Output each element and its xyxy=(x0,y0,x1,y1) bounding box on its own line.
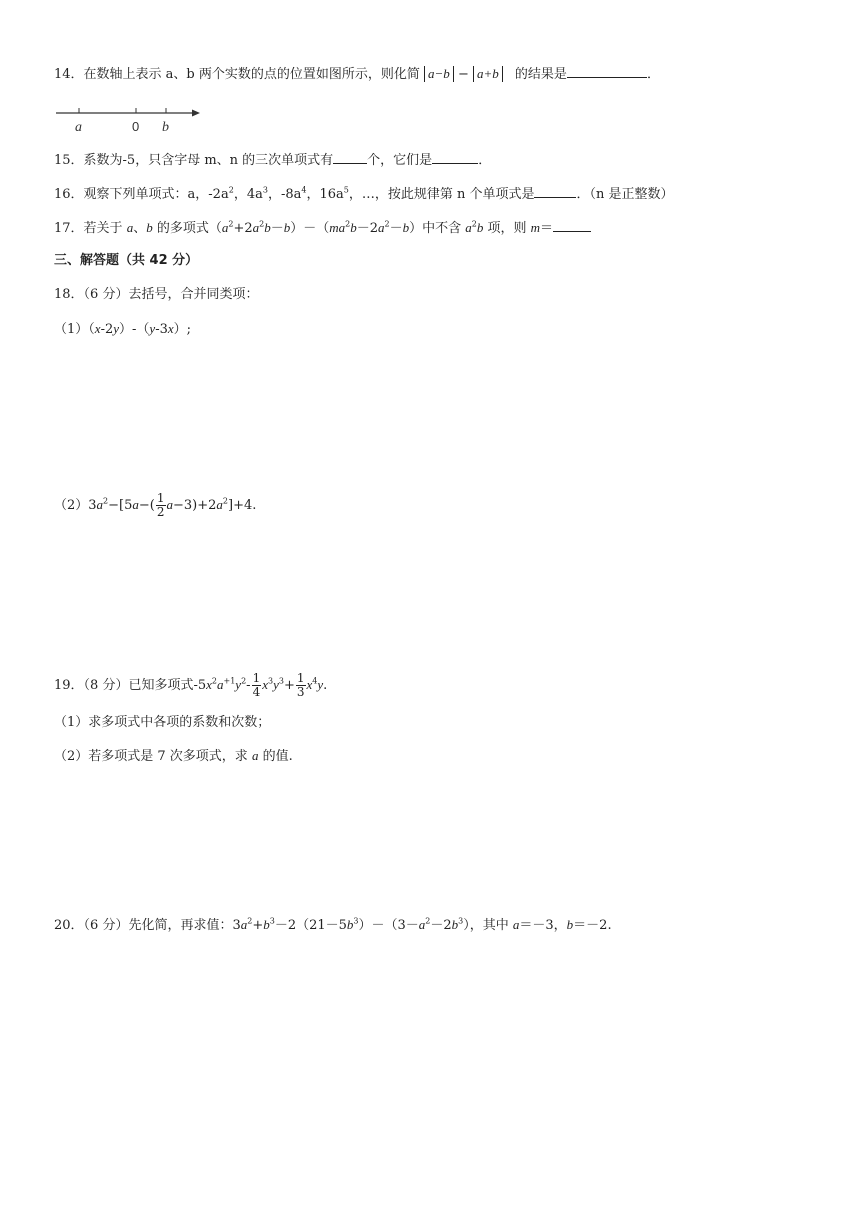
var: a xyxy=(251,748,259,763)
exponent: 2 xyxy=(259,219,265,229)
var: a xyxy=(465,220,472,235)
q20-text: ＝－2. xyxy=(573,918,612,933)
q17-text: 的多项式（ xyxy=(152,221,222,236)
var: b xyxy=(476,220,484,235)
var: y xyxy=(317,677,324,692)
numerator: 1 xyxy=(252,671,261,685)
q15-text: 15．系数为-5，只含字母 m、n 的三次单项式有 xyxy=(54,153,334,168)
numerator: 1 xyxy=(156,491,165,505)
var: a xyxy=(378,220,385,235)
question-19-part-1: （1）求多项式中各项的系数和次数； xyxy=(54,715,271,730)
q20-text: + xyxy=(252,918,264,933)
question-19-part-2 xyxy=(54,747,293,766)
var: a xyxy=(216,497,223,512)
abs-a-plus-b: a+b xyxy=(473,66,503,82)
q14-prefix: 14．在数轴上表示 a、b 两个实数的点的位置如图所示，则化简 xyxy=(54,67,420,82)
exponent: 2 xyxy=(222,496,228,506)
var: y xyxy=(235,677,242,692)
q18-text: -3 xyxy=(155,322,168,337)
q18-text: （2）3 xyxy=(54,498,97,513)
question-15 xyxy=(54,150,491,170)
numerator: 1 xyxy=(296,671,305,685)
var: a xyxy=(216,677,224,692)
var: ma xyxy=(329,220,346,235)
var: a xyxy=(418,917,426,932)
question-17 xyxy=(54,218,591,238)
q17-text: ＝ xyxy=(540,221,554,236)
q19-text: （2）若多项式是 7 次多项式，求 xyxy=(54,749,252,764)
q18-text: ）; xyxy=(173,322,192,337)
denominator: 3 xyxy=(296,685,305,699)
answer-blank-17[interactable] xyxy=(553,218,591,232)
q19-text: . xyxy=(323,678,328,693)
exponent: 4 xyxy=(301,185,307,195)
var: x xyxy=(94,321,101,336)
q20-text: ），其中 xyxy=(463,918,513,933)
denominator: 2 xyxy=(156,505,165,519)
q17-text: ）－（ xyxy=(290,221,330,236)
q18-text: （1）（ xyxy=(54,322,95,337)
var: x xyxy=(206,677,212,692)
q17-text: 、 xyxy=(133,221,147,236)
number-line-figure xyxy=(54,104,204,136)
var: b xyxy=(402,220,410,235)
q20-text: －2（21－5 xyxy=(274,918,347,933)
q18-text: -2 xyxy=(100,322,114,337)
arrow-right-icon xyxy=(192,110,200,117)
q20-text: ＝－3， xyxy=(519,918,567,933)
q18-text: −( xyxy=(138,498,155,513)
q14-end: ． xyxy=(646,67,660,82)
var: a xyxy=(240,917,248,932)
exponent: 2 xyxy=(384,219,390,229)
var: b xyxy=(566,917,574,932)
var: b xyxy=(146,220,153,235)
var: a xyxy=(126,220,134,235)
exponent: 2 xyxy=(228,219,234,229)
exponent: 4 xyxy=(312,676,318,686)
question-14 xyxy=(54,64,660,84)
var: a xyxy=(252,220,260,235)
label-a: a xyxy=(75,120,82,135)
var: y xyxy=(149,321,156,336)
label-b: b xyxy=(162,120,169,135)
q18-text: −[5 xyxy=(108,498,133,513)
var: b xyxy=(263,917,270,932)
exponent: 3 xyxy=(353,916,359,926)
exponent: +1 xyxy=(223,676,236,686)
q20-text: －2 xyxy=(430,918,452,933)
exponent: 3 xyxy=(267,676,274,686)
exponent: 2 xyxy=(228,185,234,195)
exponent: 2 xyxy=(345,219,351,229)
question-18-title: 18．（6 分）去括号，合并同类项： xyxy=(54,287,259,302)
q14-suffix: 的结果是 xyxy=(514,67,567,82)
answer-blank-15b[interactable] xyxy=(432,150,478,164)
q17-text: 17．若关于 xyxy=(54,221,127,236)
q20-text: ）－（3－ xyxy=(358,918,419,933)
var: m xyxy=(530,220,540,235)
exponent: 3 xyxy=(269,916,275,926)
q19-text: 的值. xyxy=(258,749,293,764)
var: a xyxy=(512,917,520,932)
answer-blank-14[interactable] xyxy=(567,64,647,78)
exponent: 2 xyxy=(103,496,109,506)
q18-text: −3)+2 xyxy=(173,498,217,513)
exponent: 3 xyxy=(458,916,464,926)
q18-text: ]+4. xyxy=(228,498,257,513)
q16-term: ，16a xyxy=(306,187,344,202)
exponent: 2 xyxy=(247,916,253,926)
section-heading-3: 三、解答题（共 42 分） xyxy=(54,253,199,268)
var: a xyxy=(221,220,229,235)
q19-text: - xyxy=(246,678,251,693)
exponent: 3 xyxy=(278,676,284,686)
question-16 xyxy=(54,184,674,204)
exponent: 2 xyxy=(241,676,247,686)
q15-end: ． xyxy=(478,153,492,168)
var: y xyxy=(113,321,120,336)
exponent: 3 xyxy=(262,185,268,195)
q20-text: 20．（6 分）先化简，再求值：3 xyxy=(54,918,241,933)
label-0: 0 xyxy=(132,119,140,134)
var: x xyxy=(262,677,268,692)
q17-text: － xyxy=(389,221,403,236)
var: b xyxy=(264,220,271,235)
question-18-part-1 xyxy=(54,320,191,339)
var: a xyxy=(96,497,104,512)
q15-mid: 个，它们是 xyxy=(367,153,433,168)
q17-text: 项，则 xyxy=(483,221,531,236)
q16-term: ，4a xyxy=(233,187,263,202)
var: a xyxy=(166,497,173,512)
q17-text: +2 xyxy=(233,221,253,236)
answer-blank-15a[interactable] xyxy=(333,150,367,164)
var: b xyxy=(350,220,357,235)
q19-text: + xyxy=(283,678,295,693)
q16-text: 16．观察下列单项式：a，-2a xyxy=(54,187,229,202)
exponent: 2 xyxy=(211,676,217,686)
var: b xyxy=(451,917,459,932)
var: y xyxy=(273,677,279,692)
question-19 xyxy=(54,670,327,701)
q17-text: － xyxy=(270,221,284,236)
q16-term: ，-8a xyxy=(267,187,302,202)
abs-a-minus-b: a−b xyxy=(424,66,454,82)
fraction-one-half xyxy=(156,492,166,519)
q19-text: 19．（8 分）已知多项式-5 xyxy=(54,678,207,693)
denominator: 4 xyxy=(252,685,261,699)
var: b xyxy=(283,220,291,235)
q16-end: ．（n 是正整数） xyxy=(576,187,674,202)
exponent: 5 xyxy=(343,185,349,195)
var: a xyxy=(132,497,139,512)
question-18-part-2 xyxy=(54,490,256,521)
question-20 xyxy=(54,916,612,935)
q17-text: －2 xyxy=(356,221,378,236)
var: x xyxy=(306,677,313,692)
exponent: 2 xyxy=(471,219,477,229)
fraction-one-third xyxy=(296,672,306,699)
q18-text: ）-（ xyxy=(119,322,150,337)
fraction-one-quarter xyxy=(252,672,262,699)
q14-minus: − xyxy=(457,67,469,82)
var: b xyxy=(346,917,354,932)
answer-blank-16[interactable] xyxy=(534,184,576,198)
q17-text: ）中不含 xyxy=(409,221,466,236)
exponent: 2 xyxy=(425,916,431,926)
var: x xyxy=(167,321,174,336)
q16-text-tail: ，…，按此规律第 n 个单项式是 xyxy=(348,187,535,202)
